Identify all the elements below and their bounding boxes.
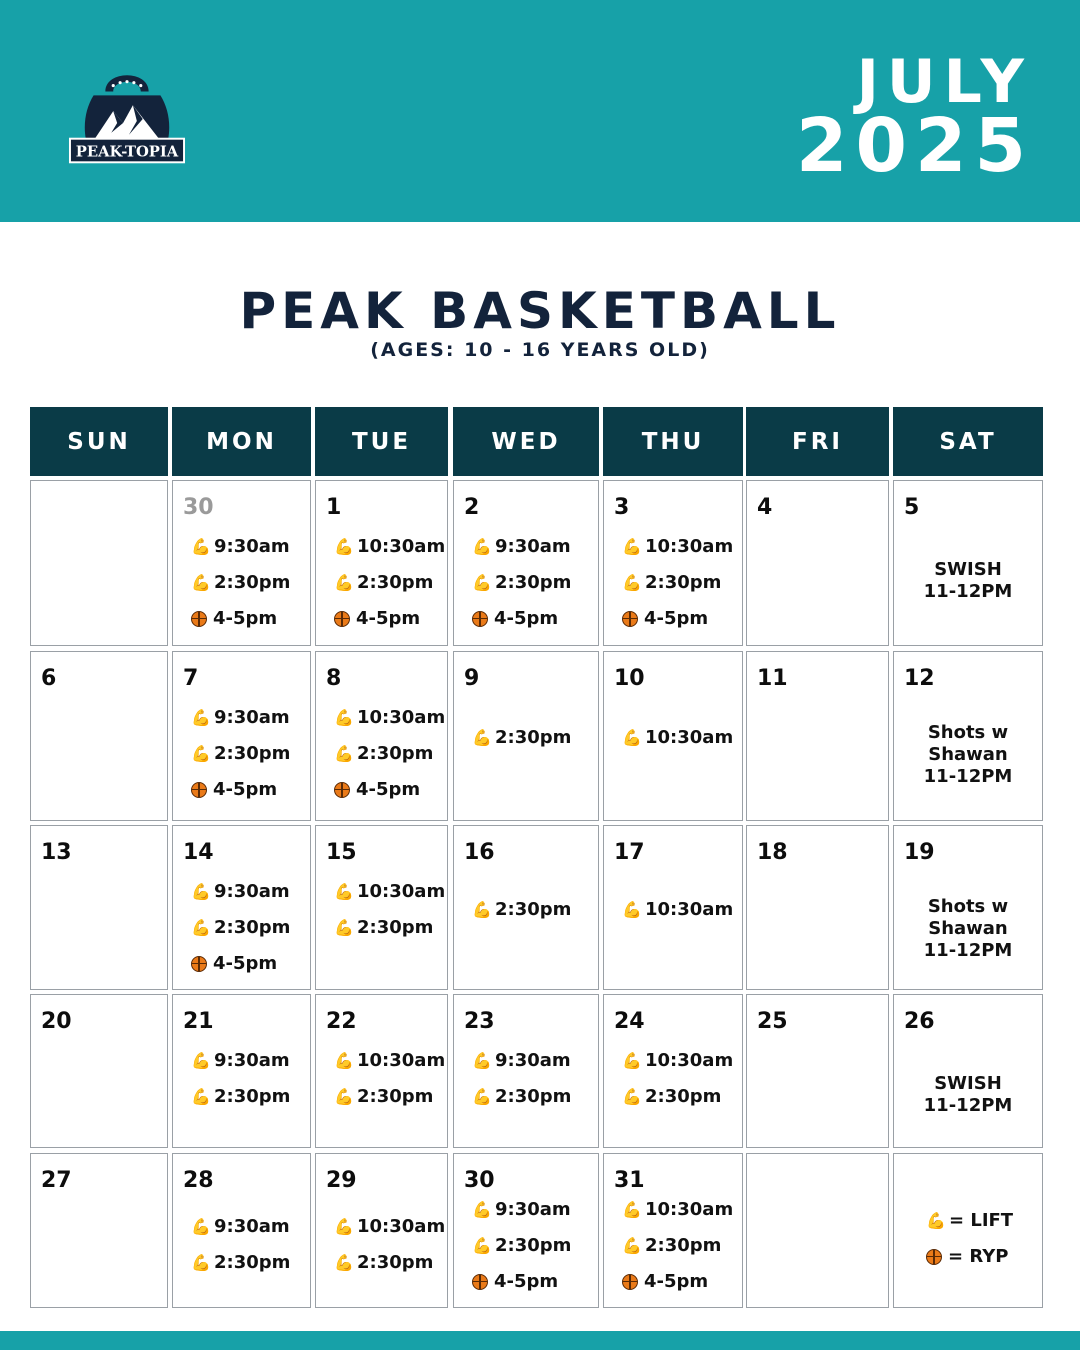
calendar-day-cell	[172, 651, 311, 821]
note-line: SWISH	[934, 1073, 1002, 1094]
session-time: 2:30pm	[357, 917, 434, 938]
basketball-icon	[334, 611, 350, 627]
calendar-day-cell	[172, 994, 311, 1148]
basketball-icon	[622, 611, 638, 627]
day-number: 31	[614, 1168, 645, 1193]
flexed-biceps-icon: 💪	[472, 573, 492, 592]
calendar-day-cell	[746, 1153, 889, 1308]
flexed-biceps-icon: 💪	[472, 1236, 492, 1255]
legend-item-ryp	[926, 1246, 1008, 1267]
lift-session	[191, 743, 290, 764]
calendar-day-cell	[893, 480, 1043, 646]
calendar-day-cell	[315, 994, 448, 1148]
lift-session	[191, 1050, 290, 1071]
flexed-biceps-icon: 💪	[191, 882, 211, 901]
day-number: 30	[464, 1168, 495, 1193]
day-number: 1	[326, 495, 342, 520]
flexed-biceps-icon: 💪	[622, 1200, 642, 1219]
day-number: 16	[464, 840, 495, 865]
flexed-biceps-icon: 💪	[334, 918, 354, 937]
session-time: 10:30am	[357, 707, 446, 728]
session-time: 2:30pm	[495, 1235, 572, 1256]
flexed-biceps-icon: 💪	[191, 1087, 211, 1106]
session-time: 10:30am	[357, 881, 446, 902]
lift-session	[622, 1086, 721, 1107]
day-number: 9	[464, 666, 480, 691]
lift-session	[334, 1050, 445, 1071]
day-number: 20	[41, 1009, 72, 1034]
year-label: 2025	[796, 103, 1034, 189]
peak-topia-logo	[68, 62, 186, 180]
session-time: 2:30pm	[645, 572, 722, 593]
legend-label: = RYP	[948, 1246, 1009, 1267]
logo-text: PEAK-TOPIA	[75, 143, 179, 161]
calendar-day-cell	[453, 651, 599, 821]
session-time: 2:30pm	[357, 1086, 434, 1107]
note-line: Shawan	[928, 918, 1008, 939]
session-time: 10:30am	[645, 1050, 734, 1071]
session-time: 9:30am	[214, 1050, 290, 1071]
flexed-biceps-icon: 💪	[191, 918, 211, 937]
flexed-biceps-icon: 💪	[191, 1253, 211, 1272]
flexed-biceps-icon: 💪	[191, 708, 211, 727]
basketball-icon	[622, 1274, 638, 1290]
flexed-biceps-icon: 💪	[191, 744, 211, 763]
lift-session	[622, 1199, 733, 1220]
session-time: 2:30pm	[495, 898, 572, 920]
lift-session	[191, 536, 290, 557]
session-time: 4-5pm	[213, 953, 278, 974]
session-time: 2:30pm	[214, 917, 291, 938]
page-subtitle: (AGES: 10 - 16 YEARS OLD)	[370, 339, 710, 361]
lift-session	[472, 1086, 571, 1107]
weekday-header-fri: FRI	[746, 407, 889, 476]
calendar-day-cell	[30, 994, 168, 1148]
ryp-session	[334, 608, 420, 629]
day-number: 13	[41, 840, 72, 865]
session-time: 4-5pm	[213, 608, 278, 629]
flexed-biceps-icon: 💪	[334, 573, 354, 592]
day-number: 15	[326, 840, 357, 865]
session-time: 9:30am	[214, 707, 290, 728]
saturday-event-note	[894, 722, 1042, 788]
lift-session	[334, 743, 433, 764]
lift-session	[334, 1216, 445, 1237]
flexed-biceps-icon: 💪	[622, 728, 642, 747]
flexed-biceps-icon: 💪	[334, 1217, 354, 1236]
calendar-day-cell	[315, 480, 448, 646]
basketball-icon	[191, 782, 207, 798]
flexed-biceps-icon: 💪	[622, 537, 642, 556]
day-number: 24	[614, 1009, 645, 1034]
calendar-day-cell	[603, 480, 743, 646]
ryp-session	[622, 608, 708, 629]
calendar-day-cell	[603, 825, 743, 990]
calendar-day-cell	[30, 651, 168, 821]
day-number: 30	[183, 495, 214, 520]
flexed-biceps-icon: 💪	[472, 899, 492, 919]
lift-session	[622, 572, 721, 593]
calendar-day-cell	[172, 825, 311, 990]
day-number: 4	[757, 495, 773, 520]
lift-session	[191, 1252, 290, 1273]
note-line: 11-12PM	[923, 940, 1013, 961]
legend-label: = LIFT	[949, 1210, 1014, 1231]
calendar-day-cell	[746, 994, 889, 1148]
lift-session	[472, 727, 571, 748]
lift-session	[334, 572, 433, 593]
lift-session	[472, 536, 571, 557]
note-line: Shots w	[927, 722, 1009, 743]
calendar-day-cell	[746, 651, 889, 821]
calendar-day-cell	[315, 825, 448, 990]
basketball-icon	[191, 611, 207, 627]
weekday-header-mon: MON	[172, 407, 311, 476]
calendar-day-cell	[30, 825, 168, 990]
session-time: 2:30pm	[214, 1086, 291, 1107]
session-time: 9:30am	[214, 1216, 290, 1237]
lift-session	[622, 727, 733, 748]
day-number: 5	[904, 495, 920, 520]
lift-session	[191, 572, 290, 593]
day-number: 17	[614, 840, 645, 865]
session-time: 10:30am	[645, 898, 734, 920]
day-number: 22	[326, 1009, 357, 1034]
session-time: 10:30am	[645, 536, 734, 557]
footer-bar	[0, 1331, 1080, 1350]
flexed-biceps-icon: 💪	[472, 1087, 492, 1106]
flexed-biceps-icon: 💪	[191, 573, 211, 592]
calendar-day-cell	[453, 825, 599, 990]
weekday-header-sun: SUN	[30, 407, 168, 476]
flexed-biceps-icon: 💪	[472, 537, 492, 556]
session-time: 2:30pm	[645, 1235, 722, 1256]
day-number: 23	[464, 1009, 495, 1034]
lift-session	[622, 899, 733, 920]
lift-session	[334, 1252, 433, 1273]
session-time: 4-5pm	[356, 779, 421, 800]
weekday-header-thu: THU	[603, 407, 743, 476]
lift-session	[334, 917, 433, 938]
legend-item-lift	[926, 1210, 1013, 1231]
note-line: Shots w	[927, 896, 1009, 917]
day-number: 14	[183, 840, 214, 865]
session-time: 4-5pm	[356, 608, 421, 629]
lift-session	[472, 1199, 571, 1220]
flexed-biceps-icon: 💪	[472, 1051, 492, 1070]
flexed-biceps-icon: 💪	[334, 1051, 354, 1070]
saturday-event-note	[894, 896, 1042, 962]
basketball-icon	[334, 782, 350, 798]
month-label: JULY	[856, 47, 1032, 117]
calendar-day-cell	[603, 1153, 743, 1308]
lift-session	[622, 1050, 733, 1071]
calendar-day-cell	[746, 480, 889, 646]
lift-session	[191, 917, 290, 938]
flexed-biceps-icon: 💪	[334, 882, 354, 901]
session-time: 2:30pm	[214, 743, 291, 764]
day-number: 3	[614, 495, 630, 520]
flexed-biceps-icon: 💪	[334, 744, 354, 763]
day-number: 18	[757, 840, 788, 865]
ryp-session	[622, 1271, 708, 1292]
session-time: 4-5pm	[644, 608, 709, 629]
session-time: 2:30pm	[495, 572, 572, 593]
session-time: 2:30pm	[495, 1086, 572, 1107]
saturday-event-note	[894, 559, 1042, 603]
ryp-session	[191, 779, 277, 800]
calendar-day-cell	[30, 1153, 168, 1308]
flexed-biceps-icon: 💪	[334, 1087, 354, 1106]
calendar-day-cell	[30, 480, 168, 646]
ryp-session	[334, 779, 420, 800]
saturday-event-note	[894, 1073, 1042, 1117]
lift-session	[334, 881, 445, 902]
lift-session	[622, 1235, 721, 1256]
ryp-session	[191, 608, 277, 629]
lift-session	[334, 1086, 433, 1107]
flexed-biceps-icon: 💪	[334, 537, 354, 556]
basketball-icon	[472, 611, 488, 627]
basketball-icon	[472, 1274, 488, 1290]
day-number: 12	[904, 666, 935, 691]
calendar-day-cell	[746, 825, 889, 990]
day-number: 10	[614, 666, 645, 691]
basketball-icon	[926, 1249, 942, 1265]
note-line: 11-12PM	[923, 1095, 1013, 1116]
calendar-day-cell	[893, 825, 1043, 990]
session-time: 2:30pm	[357, 743, 434, 764]
day-number: 29	[326, 1168, 357, 1193]
session-time: 2:30pm	[214, 1252, 291, 1273]
day-number: 2	[464, 495, 480, 520]
lift-session	[191, 707, 290, 728]
session-time: 9:30am	[495, 536, 571, 557]
flexed-biceps-icon: 💪	[622, 1051, 642, 1070]
session-time: 10:30am	[357, 1050, 446, 1071]
calendar-day-cell	[893, 1153, 1043, 1308]
day-number: 19	[904, 840, 935, 865]
session-time: 2:30pm	[357, 1252, 434, 1273]
calendar-day-cell	[172, 1153, 311, 1308]
lift-session	[191, 1216, 290, 1237]
note-line: SWISH	[934, 559, 1002, 580]
calendar-day-cell	[315, 651, 448, 821]
flexed-biceps-icon: 💪	[472, 728, 492, 747]
note-line: 11-12PM	[923, 581, 1013, 602]
flexed-biceps-icon: 💪	[622, 1236, 642, 1255]
lift-session	[472, 1050, 571, 1071]
weekday-header-sat: SAT	[893, 407, 1043, 476]
calendar-day-cell	[453, 480, 599, 646]
session-time: 9:30am	[214, 536, 290, 557]
session-time: 4-5pm	[213, 779, 278, 800]
flexed-biceps-icon: 💪	[191, 537, 211, 556]
weekday-header-wed: WED	[453, 407, 599, 476]
session-time: 10:30am	[357, 536, 446, 557]
day-number: 6	[41, 666, 57, 691]
session-time: 2:30pm	[357, 572, 434, 593]
day-number: 27	[41, 1168, 72, 1193]
ryp-session	[472, 608, 558, 629]
day-number: 28	[183, 1168, 214, 1193]
flexed-biceps-icon: 💪	[191, 1217, 211, 1236]
session-time: 9:30am	[495, 1199, 571, 1220]
weekday-header-tue: TUE	[315, 407, 448, 476]
day-number: 25	[757, 1009, 788, 1034]
calendar-day-cell	[315, 1153, 448, 1308]
calendar-day-cell	[453, 994, 599, 1148]
note-line: 11-12PM	[923, 766, 1013, 787]
session-time: 10:30am	[645, 727, 734, 748]
day-number: 8	[326, 666, 342, 691]
page-title: PEAK BASKETBALL	[239, 282, 841, 340]
session-time: 10:30am	[357, 1216, 446, 1237]
flexed-biceps-icon: 💪	[472, 1200, 492, 1219]
calendar-day-cell	[603, 651, 743, 821]
session-time: 9:30am	[495, 1050, 571, 1071]
flexed-biceps-icon: 💪	[926, 1211, 946, 1230]
lift-session	[472, 899, 571, 920]
lift-session	[334, 707, 445, 728]
lift-session	[334, 536, 445, 557]
ryp-session	[472, 1271, 558, 1292]
calendar-day-cell	[172, 480, 311, 646]
session-time: 4-5pm	[494, 1271, 559, 1292]
calendar-day-cell	[603, 994, 743, 1148]
calendar-day-cell	[453, 1153, 599, 1308]
basketball-icon	[191, 956, 207, 972]
day-number: 11	[757, 666, 788, 691]
session-time: 10:30am	[645, 1199, 734, 1220]
flexed-biceps-icon: 💪	[334, 1253, 354, 1272]
calendar-day-cell	[893, 651, 1043, 821]
lift-session	[191, 881, 290, 902]
day-number: 26	[904, 1009, 935, 1034]
day-number: 21	[183, 1009, 214, 1034]
session-time: 4-5pm	[644, 1271, 709, 1292]
lift-session	[191, 1086, 290, 1107]
session-time: 2:30pm	[495, 727, 572, 748]
flexed-biceps-icon: 💪	[334, 708, 354, 727]
flexed-biceps-icon: 💪	[622, 573, 642, 592]
lift-session	[472, 1235, 571, 1256]
calendar-day-cell	[893, 994, 1043, 1148]
day-number: 7	[183, 666, 199, 691]
flexed-biceps-icon: 💪	[191, 1051, 211, 1070]
lift-session	[622, 536, 733, 557]
session-time: 4-5pm	[494, 608, 559, 629]
ryp-session	[191, 953, 277, 974]
flexed-biceps-icon: 💪	[622, 1087, 642, 1106]
lift-session	[472, 572, 571, 593]
session-time: 2:30pm	[214, 572, 291, 593]
session-time: 9:30am	[214, 881, 290, 902]
session-time: 2:30pm	[645, 1086, 722, 1107]
flexed-biceps-icon: 💪	[622, 899, 642, 919]
note-line: Shawan	[928, 744, 1008, 765]
